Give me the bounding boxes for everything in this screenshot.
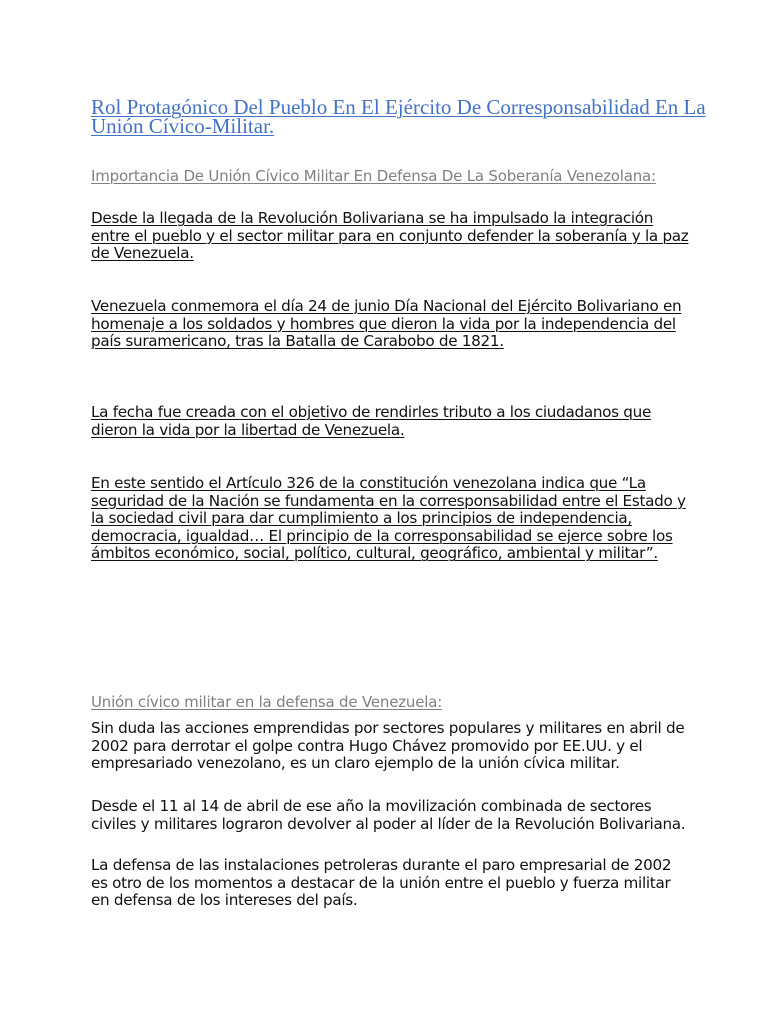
paragraph-fecha: La fecha fue creada con el objetivo de rendirles tributo a los ciudadanos que dieron la vida por la libertad de Venezuela. <box>91 403 651 439</box>
section-heading-union: Unión cívico militar en la defensa de Venezuela: <box>91 693 443 711</box>
paragraph-articulo-326: En este sentido el Artículo 326 de la constitución venezolana indica que “La seguridad de la Nación se fundamenta en la corresponsabilidad entre el Estado y la sociedad civil para dar cumplimiento a los principios de independencia, democracia, igualdad… El principio de la corresponsabilidad se ejerce sobre los ámbitos económico, social, político, cultural, geográfico, ambiental y militar”. <box>91 474 686 563</box>
section-heading-importancia: Importancia De Unión Cívico Militar En Defensa De La Soberanía Venezolana: <box>91 167 656 185</box>
paragraph-abril-2002: Sin duda las acciones emprendidas por sectores populares y militares en abril de 2002 para derrotar el golpe contra Hugo Chávez promovido por EE.UU. y el empresariado venezolano, es un claro ejemplo de la unión cívica militar. <box>91 719 685 773</box>
document-title: Rol Protagónico Del Pueblo En El Ejército De Corresponsabilidad En La Unión Cívico-Militar. <box>91 95 706 138</box>
paragraph-movilizacion: Desde el 11 al 14 de abril de ese año la movilización combinada de sectores civiles y militares lograron devolver al poder al líder de la Revolución Bolivariana. <box>91 797 686 833</box>
paragraph-conmemora: Venezuela conmemora el día 24 de junio Día Nacional del Ejército Bolivariano en homenaje a los soldados y hombres que dieron la vida por la independencia del país suramericano, tras la Batalla de Carabobo de 1821. <box>91 297 682 351</box>
paragraph-paro-empresarial: La defensa de las instalaciones petroleras durante el paro empresarial de 2002 es otro de los momentos a destacar de la unión entre el pueblo y fuerza militar en defensa de los intereses del país. <box>91 856 672 910</box>
paragraph-revolucion: Desde la llegada de la Revolución Bolivariana se ha impulsado la integración entre el pueblo y el sector militar para en conjunto defender la soberanía y la paz de Venezuela. <box>91 209 689 263</box>
